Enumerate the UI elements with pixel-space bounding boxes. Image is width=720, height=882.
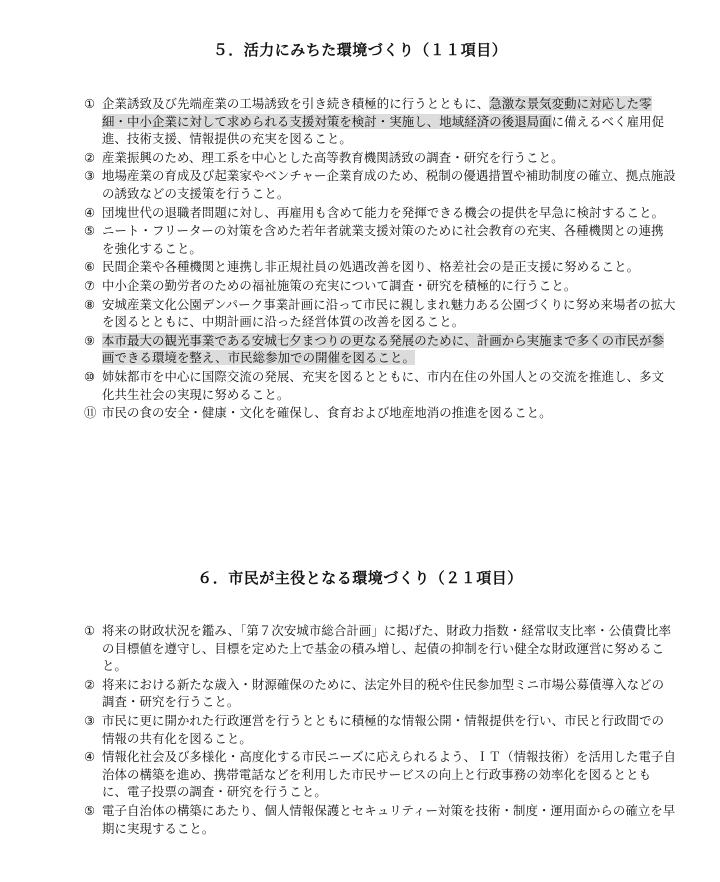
section-5-list (0, 95, 720, 423)
section-5-item-8: ⑧ 安城産業文化公園デンパーク事業計画に沿って市民に親しまれ魅力ある公園づくりに努め来場者の拡大を図るとともに、中期計画に沿った経営体質の改善を図ること。 (84, 296, 676, 330)
section-6-item-1: ① 将来の財政状況を鑑み、「第７次安城市総合計画」に掲げた、財政力指数・経常収支比率・公債費比率の目標値を遵守し、目標を定めた上で基金の積み増し、起債の抑制を行い健全な財政運営に努めること。 (84, 623, 672, 674)
section-6-item-4: ④ 情報化社会及び多様化・高度化する市民ニーズに応えられるよう、ＩＴ（情報技術）を活用した電子自治体の構築を進め、携帯電話などを利用した市民サービスの向上と行政事務の効率化を図るとともに、電子投票の調査・研究を行うこと。 (84, 749, 676, 800)
section-5-item-9: ⑨ 本市最大の観光事業である安城七夕まつりの更なる発展のために、計画から実施まで多くの市民が参画できる環境を整え、市民総参加での開催を図ること。 (84, 332, 665, 366)
section-6-list (0, 622, 720, 838)
section-6-item-5: ⑤ 電子自治体の構築にあたり、個人情報保護とセキュリティー対策を技術・制度・運用面からの確立を早期に実現すること。 (84, 802, 676, 836)
section-5-item-2: ② 産業振興のため、理工系を中心とした高等教育機関誘致の調査・研究を行うこと。 (84, 149, 564, 165)
section-5-item-3: ③ 地場産業の育成及び起業家やベンチャー企業育成のため、税制の優遇措置や補助制度の確立、拠点施設の誘致などの支援策を行うこと。 (84, 168, 676, 201)
section-6-item-2: ② 将来における新たな歳入・財源確保のために、法定外目的税や住民参加型ミニ市場公募債導入などの調査・研究を行うこと。 (84, 676, 665, 710)
section-6-title: ６．市民が主役となる環境づくり（２１項目） (197, 569, 523, 587)
section-5-item-6: ⑥ 民間企業や各種機関と連携し非正規社員の処遇改善を図り、格差社会の是正支援に努めること。 (84, 259, 640, 275)
highlighted-text: 本市最大の観光事業である安城七夕まつりの更なる発展のために、計画から実施まで多くの市民が参画できる環境を整え、市民総参加での開催を図ること。 (102, 332, 665, 366)
section-5-item-5: ⑤ ニート・フリーターの対策を含めた若年者就業支援対策のために社会教育の充実、各種機関との連携を強化すること。 (84, 223, 664, 256)
section-5-item-7: ⑦ 中小企業の勤労者のための福祉施策の充実について調査・研究を積極的に行うこと。 (84, 277, 577, 293)
section-5-title: ５．活力にみちた環境づくり（１１項目） (212, 41, 508, 59)
section-5-item-10: ⑩ 姉妹都市を中心に国際交流の発展、充実を図るとともに、市内在住の外国人との交流を推進し、多文化共生社会の実現に努めること。 (84, 368, 665, 402)
section-5-item-11: ⑪ 市民の食の安全・健康・文化を確保し、食育および地産地消の推進を図ること。 (84, 405, 552, 421)
highlighted-text: 急激な景気変動に対応した零細・中小企業に対して求められる支援対策を検討・実施し、地域経済の後退局面 (102, 96, 652, 129)
section-5-item-4: ④ 団塊世代の退職者問題に対し、再雇用も含めて能力を発揮できる機会の提供を早急に検討すること。 (84, 204, 665, 220)
section-5-item-1: ① 企業誘致及び先端産業の工場誘致を引き続き積極的に行うとともに、急激な景気変動に対応した零細・中小企業に対して求められる支援対策を検討・実施し、地域経済の後退局面に備えるべく雇用促進、技術支援、情報提供の充実を図ること。 (84, 96, 665, 147)
section-6-item-3: ③ 市民に更に開かれた行政運営を行うとともに積極的な情報公開・情報提供を行い、市民と行政間での情報の共有化を図ること。 (84, 712, 665, 746)
